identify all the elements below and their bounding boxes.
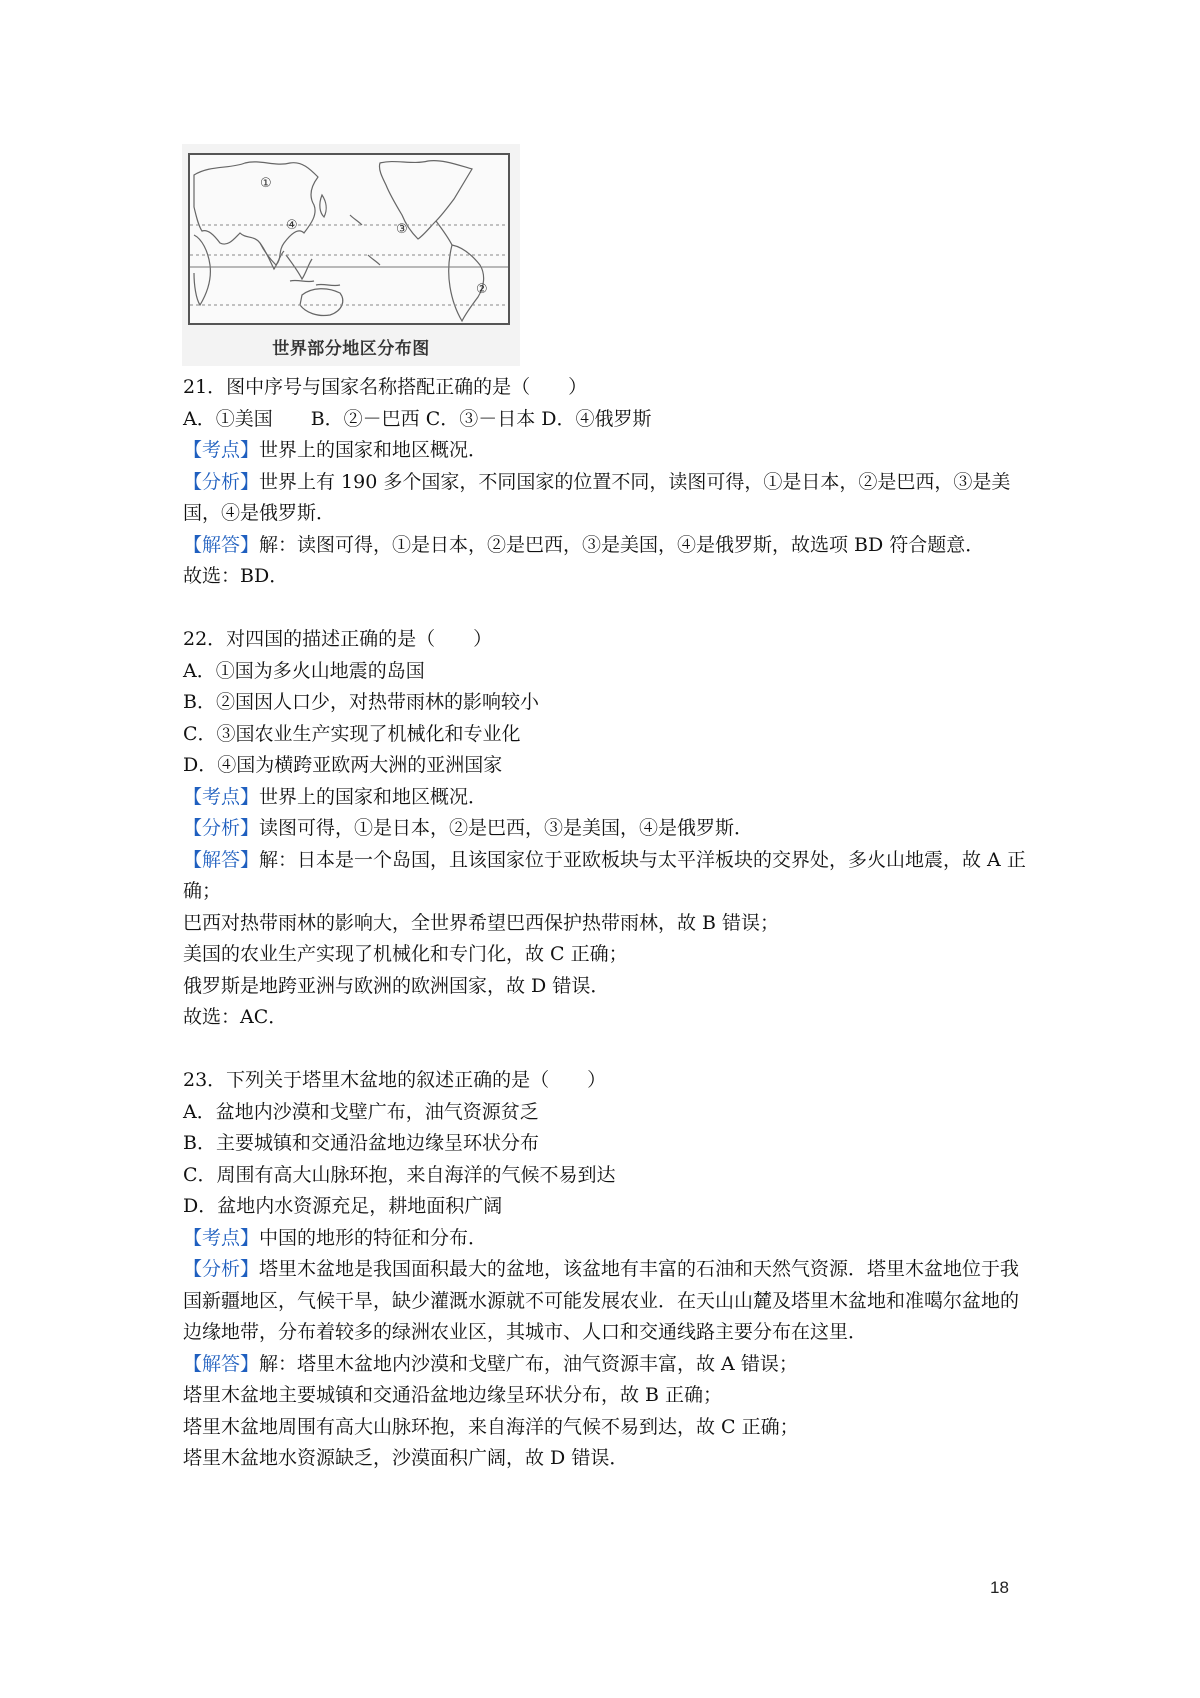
page-number: 18 xyxy=(990,1578,1009,1597)
q21-jieda xyxy=(183,530,1033,562)
q23-kaodian-text: 中国的地形的特征和分布． xyxy=(259,1226,488,1249)
q23-fenxi-text: 塔里木盆地是我国面积最大的盆地，该盆地有丰富的石油和天然气资源．塔里木盆地位于我国新疆地区，气候干旱，缺少灌溉水源就不可能发展农业．在天山山麓及塔里木盆地和准噶尔盆地的边缘地带，分布着较多的绿洲农业区，其城市、人口和交通线路主要分布在这里． xyxy=(183,1258,1020,1343)
q22-option-d: D．④国为横跨亚欧两大洲的亚洲国家 xyxy=(183,754,503,776)
world-map-figure xyxy=(182,144,520,366)
spacer xyxy=(183,593,1033,625)
q22-option-a: A．①国为多火山地震的岛国 xyxy=(183,659,425,682)
q22-kaodian xyxy=(183,782,1033,814)
q22-answer: 故选：AC． xyxy=(183,1006,288,1028)
figure-caption: 世界部分地区分布图 xyxy=(272,339,430,359)
q22-fenxi-text: 读图可得，①是日本，②是巴西，③是美国，④是俄罗斯． xyxy=(259,817,754,839)
fenxi-tag: 【分析】 xyxy=(183,470,260,493)
document-content xyxy=(183,372,1033,1475)
q22-jieda-text: 解：日本是一个岛国，且该国家位于亚欧板块与太平洋板块的交界处，多火山地震，故 A 正确； xyxy=(183,848,1026,902)
map-marker-4: ④ xyxy=(286,218,298,233)
q22-stem: 22．对四国的描述正确的是（ ） xyxy=(183,628,493,650)
kaodian-tag: 【考点】 xyxy=(183,439,260,461)
fenxi-tag: 【分析】 xyxy=(183,817,260,839)
jieda-tag: 【解答】 xyxy=(183,533,260,556)
q23-stem: 23．下列关于塔里木盆地的叙述正确的是（ ） xyxy=(183,1069,607,1091)
world-map-image xyxy=(188,153,510,325)
q23-option-a: A．盆地内沙漠和戈壁广布，油气资源贫乏 xyxy=(183,1100,539,1123)
q22-line-3: 美国的农业生产实现了机械化和专门化，故 C 正确； xyxy=(183,943,628,965)
q21-fenxi-text: 世界上有 190 多个国家，不同国家的位置不同，读图可得，①是日本，②是巴西，③是美国，④是俄罗斯． xyxy=(183,470,1011,524)
q23-option-c: C．周围有高大山脉环抱，来自海洋的气候不易到达 xyxy=(183,1163,616,1186)
q21-answer: 故选：BD． xyxy=(183,565,289,587)
q23-option-d: D．盆地内水资源充足，耕地面积广阔 xyxy=(183,1195,503,1217)
q21-kaodian-text: 世界上的国家和地区概况． xyxy=(259,439,488,461)
q23-line-3: 塔里木盆地周围有高大山脉环抱，来自海洋的气候不易到达，故 C 正确； xyxy=(183,1415,799,1438)
q21-kaodian xyxy=(183,435,1033,467)
q22-line-4: 俄罗斯是地跨亚洲与欧洲的欧洲国家，故 D 错误． xyxy=(183,974,610,997)
kaodian-tag: 【考点】 xyxy=(183,785,260,808)
map-marker-3: ③ xyxy=(396,222,408,237)
kaodian-tag: 【考点】 xyxy=(183,1226,260,1249)
q22-kaodian-text: 世界上的国家和地区概况． xyxy=(259,785,488,808)
q22-jieda xyxy=(183,845,1033,908)
map-marker-2: ② xyxy=(476,282,488,297)
q23-line-2: 塔里木盆地主要城镇和交通沿盆地边缘呈环状分布，故 B 正确； xyxy=(183,1384,723,1406)
q21-options: A．①美国 B．②－巴西 C．③－日本 D．④俄罗斯 xyxy=(183,407,652,430)
q22-line-2: 巴西对热带雨林的影响大，全世界希望巴西保护热带雨林，故 B 错误； xyxy=(183,911,780,934)
q21-fenxi xyxy=(183,467,1033,530)
jieda-tag: 【解答】 xyxy=(183,848,260,871)
q22-option-b: B．②国因人口少，对热带雨林的影响较小 xyxy=(183,691,539,713)
q23-fenxi xyxy=(183,1254,1033,1349)
q23-kaodian xyxy=(183,1223,1033,1255)
q22-fenxi xyxy=(183,813,1033,845)
jieda-tag: 【解答】 xyxy=(183,1352,260,1375)
q23-jieda-text: 解：塔里木盆地内沙漠和戈壁广布，油气资源丰富，故 A 错误； xyxy=(259,1352,798,1375)
q23-jieda xyxy=(183,1349,1033,1381)
world-map-drawing xyxy=(190,155,508,323)
q23-line-4: 塔里木盆地水资源缺乏，沙漠面积广阔，故 D 错误． xyxy=(183,1447,629,1469)
q22-option-c: C．③国农业生产实现了机械化和专业化 xyxy=(183,722,521,745)
q21-jieda-text: 解：读图可得，①是日本，②是巴西，③是美国，④是俄罗斯，故选项 BD 符合题意． xyxy=(259,533,985,556)
q23-option-b: B．主要城镇和交通沿盆地边缘呈环状分布 xyxy=(183,1132,539,1154)
fenxi-tag: 【分析】 xyxy=(183,1258,260,1280)
q21-stem: 21．图中序号与国家名称搭配正确的是（ ） xyxy=(183,376,588,398)
spacer xyxy=(183,1034,1033,1066)
map-marker-1: ① xyxy=(260,176,272,191)
